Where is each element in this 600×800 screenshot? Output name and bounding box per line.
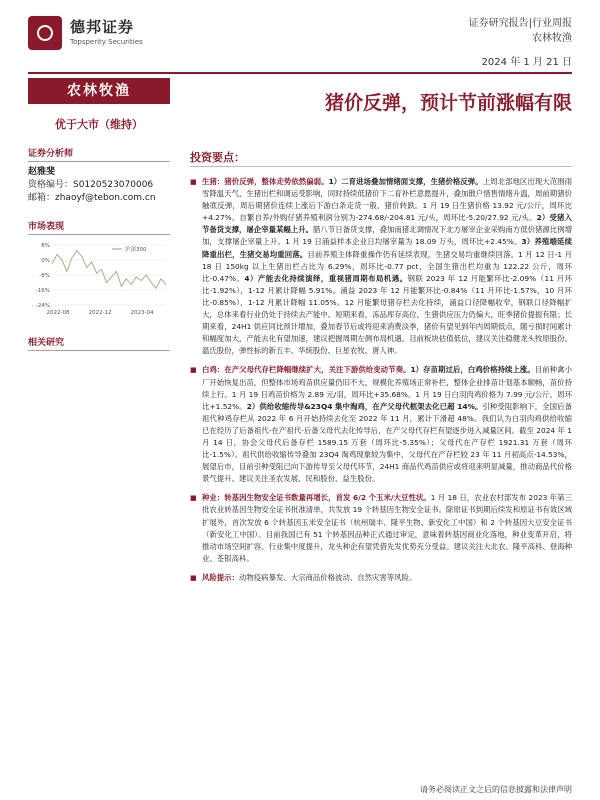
market-heading: 市场表现 [28, 219, 170, 235]
paragraph-segment: 动物疫病暴发、大宗商品价格波动、自然灾害等风险。 [238, 572, 417, 582]
paragraph-segment: 风险提示： [202, 572, 239, 582]
highlight-paragraph [190, 364, 572, 485]
x-tick-label: 2022-08 [46, 310, 70, 316]
section-heading [190, 146, 572, 167]
y-tick-label: -16% [35, 288, 50, 294]
header-divider [28, 72, 572, 74]
related-heading: 相关研究 [28, 335, 170, 351]
page-title: 猪价反弹，预计节前涨幅有限 [324, 92, 572, 114]
analyst-email: 邮箱：zhaoyf@tebon.com.cn [28, 193, 156, 203]
paragraph-segment: 腊八节日备货支撑，叠加南猪北调情况下北方屠宰企业采购南方低价猪源比例增加，支撑屠企宰量上升。1 月 19 日涌益样本企业日均屠宰量为 18.09 万头，周环比+2.45%。 [202, 225, 572, 247]
paragraph-segment: 生猪：猪价反弹，整体走势依然偏弱。 [202, 177, 329, 186]
analyst-info [28, 166, 170, 205]
market-chart [28, 239, 170, 319]
paragraph-segment: 1）存苗期过后，白鸡价格持续上涨。 [410, 365, 535, 375]
series-line [52, 251, 166, 289]
analyst-name: 赵雅斐 [28, 167, 56, 177]
paragraph-segment: 种业：转基因生物安全证书数量再增长，首发 6/2 个玉米/大豆性状。 [202, 493, 431, 503]
logo-english-name: Topsperity Securities [70, 38, 143, 46]
analyst-license: 资格编号：S0120523070006 [28, 180, 154, 190]
highlight-paragraph [190, 492, 572, 565]
paragraph-segment: 4）产能去化持续演绎，重视猪周期布局机遇。 [244, 273, 408, 283]
analyst-heading: 证券分析师 [28, 146, 170, 162]
market-chart-svg [28, 239, 170, 319]
paragraph-segment: 3）养殖端延续降重出栏，生猪交易均重回落。 [202, 237, 572, 259]
paragraph-segment: 目前种禽小厂开始恢复出苗，但整体市场鸡苗供应量仍旧不大，规模化养殖场正常补栏，整体企业排苗计划基本顺畅，苗价持续上行。1 月 19 日鸡苗价格为 2.89 元/羽，周环比+35.68%。1 月 19 日白羽肉鸡价格为 7.99 元/公斤，周环比+1.52%。 [202, 365, 572, 411]
rating: 优于大市（维持） [55, 118, 143, 131]
report-header-info [469, 16, 572, 70]
paragraph-segment: 引种受阻影响下，全国后备祖代种鸡存栏从 2022 年 6 月开始持续去化至 2022 年 11 月，累计下滑超 48%。我们认为白羽肉鸡供给收缩已在经历了后备祖代-在产祖代-后备父母代去化传导后，在产父母代存栏有望逐步进入减量区间。截至 2024 年 1 月 14 日，协会父母代后备存栏 1589.15 万套（周环比-5.35%）；父母代在产存栏 1921.31 万套（周环比-1.5%）。祖代供给收缩传导叠加 23Q4 淘鸡现象较为集中，父母代在产存栏较 23 年 11 月初高点-14.53%，展望后市，目前引种受阻已向下游传导至父母代环节，24H1 商品代鸡苗供应或将迎来明显减量，推动商品代价格景气提升。建议关注圣农发展、民和股份、益生股份。 [202, 401, 572, 484]
x-tick-label: 2023-04 [130, 310, 154, 316]
paragraph-segment: 2）受猪入节备货支撑，屠企宰量某幅上升。 [202, 213, 572, 235]
header-sector: 农林牧渔 [532, 33, 572, 44]
paragraph-segment: 目前养殖主体降重操作仍有延续表现，生猪交易均重继续回落。1 月 12 日-1 月 18 日 150kg 以上生猪出栏占比为 6.29%，周环比-0.77 pct，全国生猪出栏均重为 122.22 公斤，周环比-0.47%。 [202, 249, 572, 283]
highlight-paragraph [190, 176, 572, 357]
y-tick-label: -8% [39, 273, 50, 279]
x-tick-label: 2022-12 [88, 310, 112, 316]
paragraph-segment: 1）二育进场叠加情绪面支撑，生猪价格反弹。 [328, 177, 483, 186]
legend-label: 沪深300 [125, 247, 147, 253]
sidebar [28, 78, 170, 351]
y-tick-label: 8% [41, 243, 50, 249]
footer-disclaimer: 请务必阅读正文之后的信息披露和法律声明 [420, 785, 572, 794]
highlight-paragraph [190, 572, 572, 584]
report-date: 2024 年 1 月 21 日 [481, 57, 572, 68]
paragraph-segment: 上周北部地区出现大范围雨雪降温天气，生猪出栏和调运受影响，同时持续低猪价下二育补栏意愿提升，叠加散户惜售情绪升温，周前期猪价触底反弹，周后期猪价连续上涨后下游白条走货一般，猪价转跌。1 月 19 日生猪价格 13.92 元/公斤，周环比+4.27%。自繁自养/外购仔猪养殖利润分别为-274.68/-204.81 元/头，周环比-5.20/27.92 元/头。 [202, 177, 572, 223]
brand-logo [28, 14, 168, 54]
paragraph-segment: 2）供给收缩传导&23Q4 集中淘鸡，在产父母代框架去化已超 14%。 [246, 401, 483, 411]
logo-emblem-icon [28, 16, 62, 50]
logo-chinese-name: 德邦证券 [70, 18, 135, 36]
y-tick-label: 0% [41, 258, 50, 264]
paragraph-segment: 1 月 18 日，农业农村部发布 2023 年第三批农业转基因生物安全证书批准清单，共发放 19 个转基因生物安全证书。除原证书到期后续发和原证书有效区域扩展外，首次发放 6 个转基因玉米安全证书（杭州瑞丰、隆平生物、新安化工中国）和 2 个转基因大豆安全证书（新安化工中国）。目前我国已有 51 个转基因品种正式通过审定，意味着转基因商业化落地，种业变革开启，将推动市场空间扩容、行业集中度提升，龙头种企有望凭借先发优势充分受益。建议关注大北农、隆平高科、登海种业、荃银高科。 [202, 493, 572, 563]
paragraph-segment: 钢联 2023 年 12 月能繁环比-2.09%（11 月环比-1.92%），1-12 月累计降幅 5.91%。涌益 2023 年 12 月能繁环比-0.84%（11 月环比-1.57%，10 月环比-0.85%），1-12 月累计降幅 11.05%。12 月能繁母猪存栏去化持续，涌益口径降幅收窄，钢联口径降幅扩大，总体来看行业仍处于持续去产能中。短期来看，冻品库存高位，生猪供应压力仍偏大，旺季猪价提振有限；长期来看，24H1 供应同比预计增加，叠加春节后或将迎来消费淡季，猪价有望见到年内周期低点，随亏损时间累计和幅度加大，产能去化有望加速，建议把握周期左侧布局机遇。目前板块估值低位，建议关注稳健龙头牧原股份、温氏股份，弹性标的新五丰、华统股份、巨星农牧、唐人神。 [202, 273, 572, 356]
investment-highlights [190, 176, 572, 584]
y-tick-label: -24% [35, 303, 50, 309]
paragraph-segment: 白鸡：在产父母代存栏降幅继续扩大，关注下游供给变动节奏。 [202, 365, 411, 375]
report-type: 证券研究报告|行业周报 [468, 18, 572, 29]
sector-label: 农林牧渔 [28, 78, 170, 104]
section-heading-text: 投资要点： [190, 151, 245, 164]
